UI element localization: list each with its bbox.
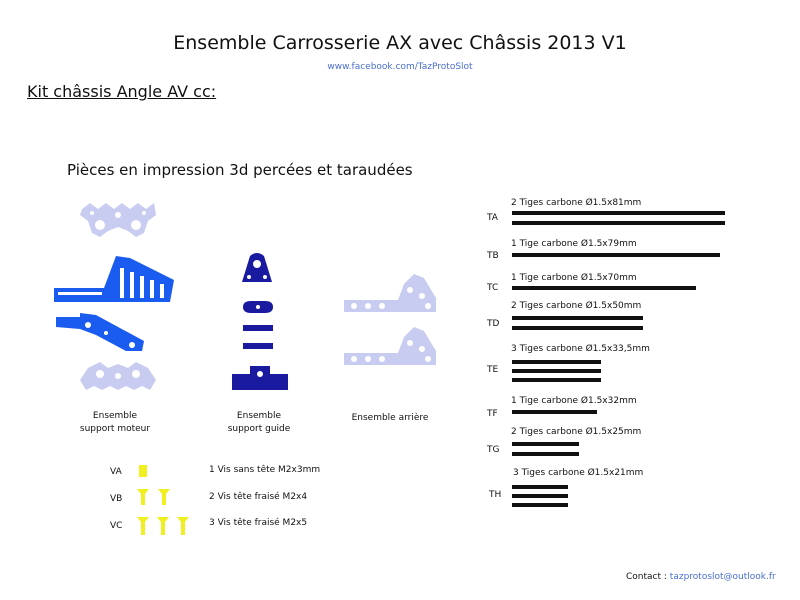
page-title: Ensemble Carrosserie AX avec Châssis 2013 V1 [173,32,627,54]
rod-bar-ta-1 [512,211,725,215]
parts-heading: Pièces en impression 3d percées et taraudées [67,161,413,179]
group-label-line: support guide [227,424,291,434]
rod-description-th: 3 Tiges carbone Ø1.5x21mm [513,468,644,478]
motor-support-arm-part [56,313,146,353]
contact-line [626,572,776,582]
rear-assembly-part-2 [344,327,438,369]
rod-bar-tb-1 [512,253,720,257]
rod-bar-th-1 [512,485,568,489]
rod-code-tf: TF [487,409,498,419]
screw-icon-vc-2 [157,517,169,535]
guide-support-bar2-part [243,343,273,349]
rod-bar-tg-2 [512,452,579,456]
contact-label: Contact : [626,572,667,582]
guide-support-plate-part [243,301,273,313]
guide-support-base-part [232,366,288,390]
rod-bar-td-2 [512,326,643,330]
rear-assembly-part-1 [344,274,438,316]
rod-code-ta: TA [487,213,498,223]
rod-bar-tc-1 [512,286,696,290]
rod-code-td: TD [487,319,500,329]
rod-bar-tg-1 [512,442,579,446]
rod-code-tg: TG [487,445,500,455]
group-label-rear-assembly: Ensemble arrière [351,413,429,423]
rod-bar-td-1 [512,316,643,320]
facebook-link[interactable]: www.facebook.com/TazProtoSlot [327,62,473,72]
screw-description-vb: 2 Vis tête fraisé M2x4 [209,492,308,502]
rod-code-te: TE [487,365,499,375]
rod-bar-te-3 [512,378,601,382]
group-label-line: Ensemble [92,411,138,421]
rod-description-tc: 1 Tige carbone Ø1.5x70mm [511,273,637,283]
group-label-guide-support [214,410,304,436]
rod-bar-tf-1 [512,410,597,414]
rod-bar-ta-2 [512,221,725,225]
screw-icon-va [139,465,147,477]
guide-support-top-part [240,252,274,284]
screw-code-vb: VB [110,494,123,504]
screw-icon-vc-3 [177,517,189,535]
rod-description-tf: 1 Tige carbone Ø1.5x32mm [511,396,637,406]
rod-description-tb: 1 Tige carbone Ø1.5x79mm [511,239,637,249]
group-label-motor-support [72,410,158,436]
screw-icon-vc-1 [137,517,149,535]
contact-email-link[interactable]: tazprotoslot@outlook.fr [669,572,776,582]
rod-description-te: 3 Tiges carbone Ø1.5x33,5mm [511,344,650,354]
rod-description-td: 2 Tiges carbone Ø1.5x50mm [511,301,642,311]
motor-support-top-part [78,203,158,243]
guide-support-bar1-part [243,325,273,331]
rod-code-tb: TB [487,251,499,261]
screw-icon-vb-1 [137,489,149,505]
rod-bar-te-1 [512,360,601,364]
motor-support-bottom-part [78,362,158,392]
rod-bar-te-2 [512,369,601,373]
rod-bar-th-2 [512,494,568,498]
motor-support-side-part [54,256,176,304]
kit-heading: Kit châssis Angle AV cc: [27,82,217,101]
rod-code-tc: TC [487,283,499,293]
screw-code-va: VA [110,467,122,477]
screw-description-va: 1 Vis sans tête M2x3mm [209,465,321,475]
rod-description-tg: 2 Tiges carbone Ø1.5x25mm [511,427,642,437]
group-label-line: support moteur [79,424,151,434]
screw-icon-vb-2 [158,489,170,505]
rod-code-th: TH [489,490,502,500]
screw-code-vc: VC [110,521,123,531]
group-label-line: Ensemble [236,411,282,421]
rod-description-ta: 2 Tiges carbone Ø1.5x81mm [511,198,642,208]
screw-description-vc: 3 Vis tête fraisé M2x5 [209,518,308,528]
rod-bar-th-3 [512,503,568,507]
